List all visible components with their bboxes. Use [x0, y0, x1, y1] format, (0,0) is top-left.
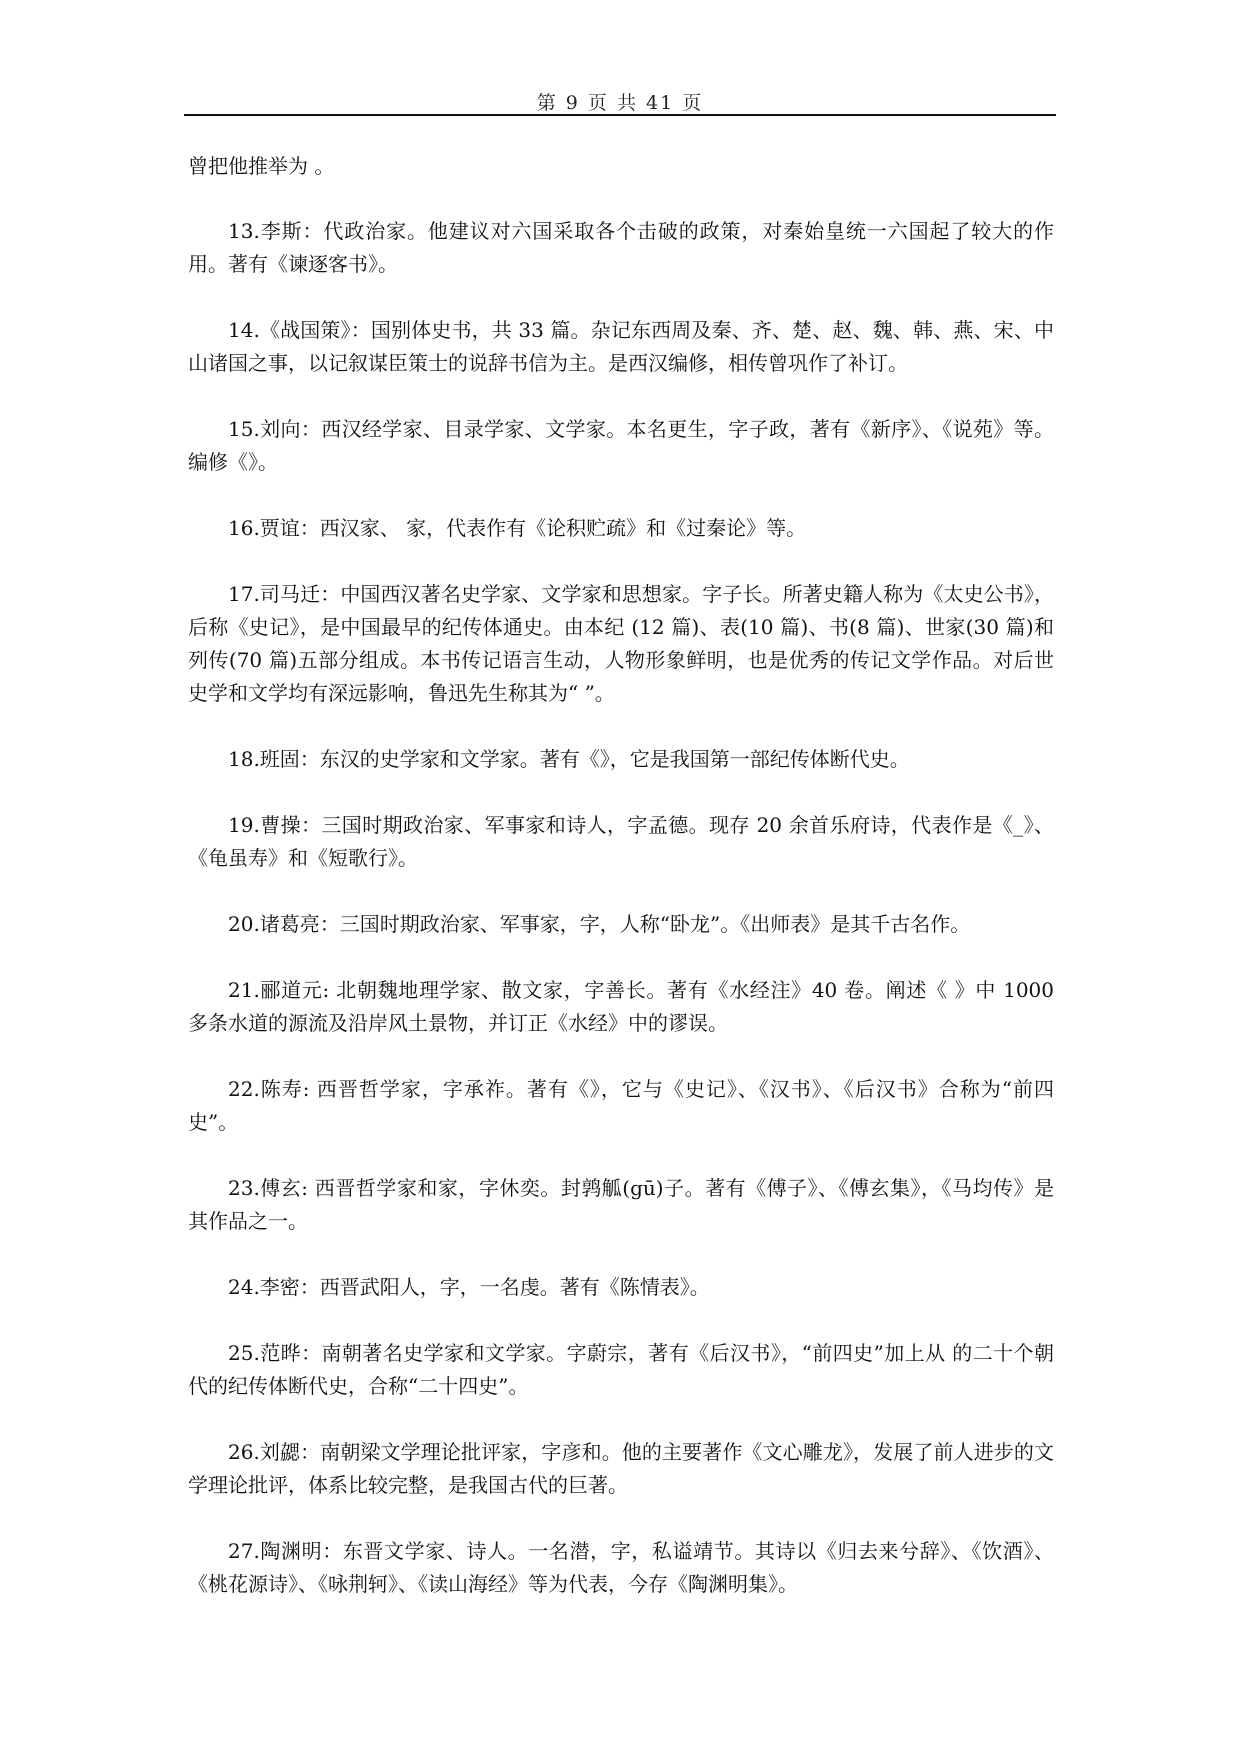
paragraph-24: 24.李密：西晋武阳人，字，一名虔。著有《陈情表》。: [228, 1275, 710, 1299]
paragraph-16: 16.贾谊：西汉家、 家，代表作有《论积贮疏》和《过秦论》等。: [228, 516, 807, 540]
paragraph-22: 22.陈寿: 西晋哲学家，字承祚。著有《》，它与《史记》、《汉书》、《后汉书》合称为“前四史”。: [188, 1077, 1054, 1134]
paragraph-25: 25.范晔：南朝著名史学家和文学家。字蔚宗，著有《后汉书》，“前四史”加上从 的二十个朝代的纪传体断代史，合称“二十四史”。: [188, 1341, 1054, 1398]
header-divider: [184, 114, 1056, 116]
paragraph-14: 14.《战国策》：国别体史书，共 33 篇。杂记东西周及秦、齐、楚、赵、魏、韩、燕、宋、中山诸国之事，以记叙谋臣策士的说辞书信为主。是西汉编修，相传曾巩作了补订。: [188, 318, 1054, 375]
paragraph-17: 17.司马迁：中国西汉著名史学家、文学家和思想家。字子长。所著史籍人称为《太史公书》，后称《史记》，是中国最早的纪传体通史。由本纪 (12 篇)、表(10 篇)、书(8 篇)、世家(30 篇)和列传(70 篇)五部分组成。本书传记语言生动，人物形象鲜明，也是优秀的传记文学作品。对后世史学和文学均有深远影响，鲁迅先生称其为“ ”。: [188, 582, 1054, 705]
paragraph-continuation: 曾把他推举为 。: [188, 154, 335, 178]
paragraph-23: 23.傅玄: 西晋哲学家和家，字休奕。封鹑觚(gū)子。著有《傅子》、《傅玄集》，《马均传》是其作品之一。: [188, 1176, 1054, 1233]
document-body: [188, 150, 1054, 1634]
paragraph-27: 27.陶渊明：东晋文学家、诗人。一名潜，字，私谥靖节。其诗以《归去来兮辞》、《饮酒》、《桃花源诗》、《咏荆轲》、《读山海经》等为代表，今存《陶渊明集》。: [188, 1539, 1054, 1596]
paragraph-26: 26.刘勰：南朝梁文学理论批评家，字彦和。他的主要著作《文心雕龙》，发展了前人进步的文学理论批评，体系比较完整，是我国古代的巨著。: [188, 1440, 1054, 1497]
paragraph-19: 19.曹操：三国时期政治家、军事家和诗人，字孟德。现存 20 余首乐府诗，代表作是《_》、《龟虽寿》和《短歌行》。: [188, 813, 1054, 870]
paragraph-20: 20.诸葛亮：三国时期政治家、军事家，字，人称“卧龙”。《出师表》是其千古名作。: [228, 912, 971, 936]
paragraph-21: 21.郦道元: 北朝魏地理学家、散文家，字善长。著有《水经注》40 卷。阐述《 》中 1000 多条水道的源流及沿岸风土景物，并订正《水经》中的谬误。: [188, 978, 1054, 1035]
paragraph-15: 15.刘向：西汉经学家、目录学家、文学家。本名更生，字子政，著有《新序》、《说苑》等。编修《》。: [188, 417, 1054, 474]
page-header: 第 9 页 共 41 页: [536, 92, 704, 114]
paragraph-18: 18.班固：东汉的史学家和文学家。著有《》，它是我国第一部纪传体断代史。: [228, 747, 910, 771]
paragraph-13: 13.李斯：代政治家。他建议对六国采取各个击破的政策，对秦始皇统一六国起了较大的作用。著有《谏逐客书》。: [188, 219, 1054, 276]
